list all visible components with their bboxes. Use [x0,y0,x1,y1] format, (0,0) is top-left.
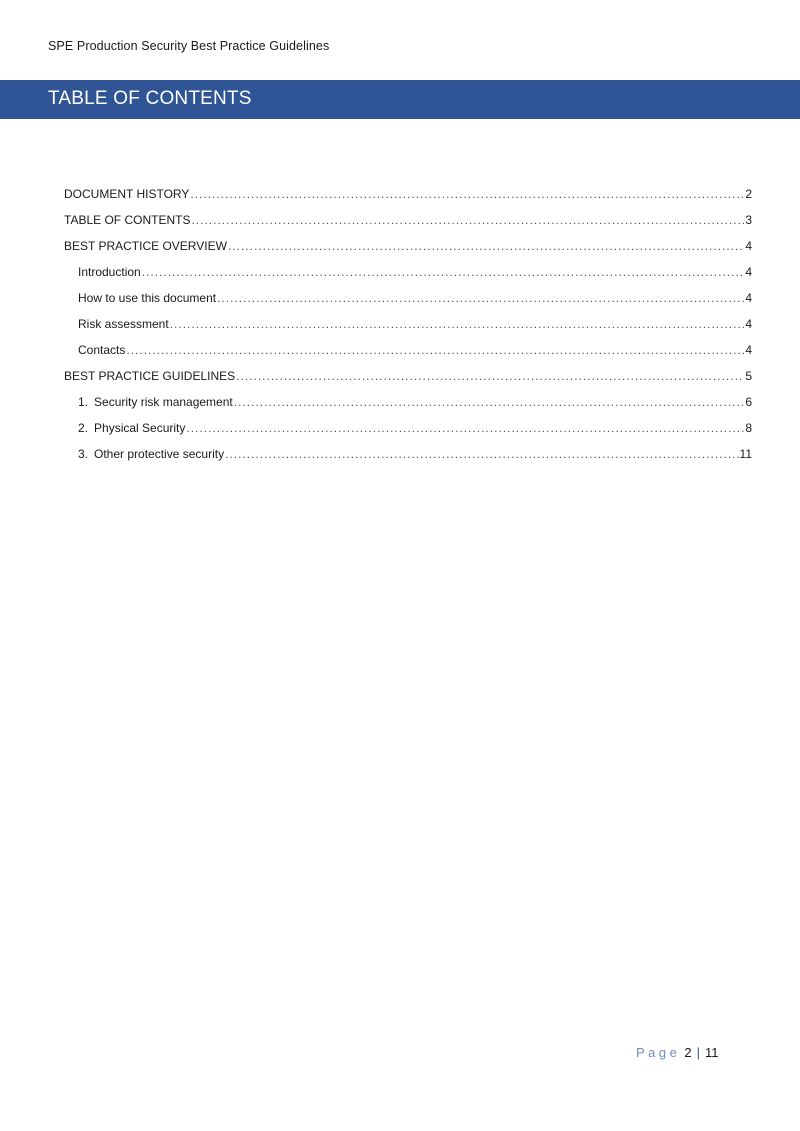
toc-entry[interactable] [64,447,752,473]
toc-entry-label: Introduction [78,265,141,279]
toc-entry-label: Security risk management [94,395,233,409]
toc-entry[interactable] [64,369,752,395]
toc-entry-label: Physical Security [94,421,186,435]
toc-entry-page: 11 [739,447,752,461]
toc-dot-leader [190,187,744,201]
toc-entry-label: DOCUMENT HISTORY [64,187,190,201]
toc-dot-leader [170,317,745,331]
toc-dot-leader [234,395,745,409]
page-word: Page [636,1045,681,1060]
toc-dot-leader [236,369,744,383]
toc-entry-page: 8 [745,421,752,435]
toc-entry-page: 6 [745,395,752,409]
toc-entry[interactable] [64,291,752,317]
toc-dot-leader [142,265,745,279]
toc-entry-label: Risk assessment [78,317,169,331]
toc-dot-leader [228,239,744,253]
toc-entry-number: 1. [78,395,89,409]
toc-entry-label: BEST PRACTICE OVERVIEW [64,239,227,253]
toc-dot-leader [126,343,744,357]
toc-entry[interactable] [64,265,752,291]
toc-entry-number: 2. [78,421,89,435]
toc-entry-page: 5 [745,369,752,383]
toc-entry[interactable] [64,317,752,343]
page-footer [636,1045,719,1060]
toc-dot-leader [191,213,744,227]
toc-entry-page: 4 [745,317,752,331]
current-page-number: 2 [684,1045,692,1060]
toc-entry-label: Other protective security [94,447,225,461]
toc-entry[interactable] [64,421,752,447]
toc-entry-page: 4 [745,291,752,305]
toc-entry[interactable] [64,187,752,213]
toc-entry-page: 2 [745,187,752,201]
toc-entry[interactable] [64,395,752,421]
toc-entry-page: 4 [745,239,752,253]
toc-entry-label: Contacts [78,343,126,357]
toc-entry[interactable] [64,213,752,239]
toc-entry-label: How to use this document [78,291,217,305]
toc-dot-leader [186,421,744,435]
toc-entry-label: TABLE OF CONTENTS [64,213,191,227]
toc-entry-number: 3. [78,447,89,461]
table-of-contents [64,187,752,473]
toc-dot-leader [225,447,738,461]
toc-entry-page: 4 [745,265,752,279]
section-title-band [0,80,800,119]
page-separator: | [696,1045,700,1060]
toc-dot-leader [217,291,744,305]
toc-entry-label: BEST PRACTICE GUIDELINES [64,369,236,383]
toc-entry-page: 3 [745,213,752,227]
toc-entry[interactable] [64,239,752,265]
section-title: TABLE OF CONTENTS [48,88,252,109]
total-pages: 11 [705,1045,719,1060]
toc-entry-page: 4 [745,343,752,357]
toc-entry[interactable] [64,343,752,369]
running-header: SPE Production Security Best Practice Guidelines [48,39,330,53]
